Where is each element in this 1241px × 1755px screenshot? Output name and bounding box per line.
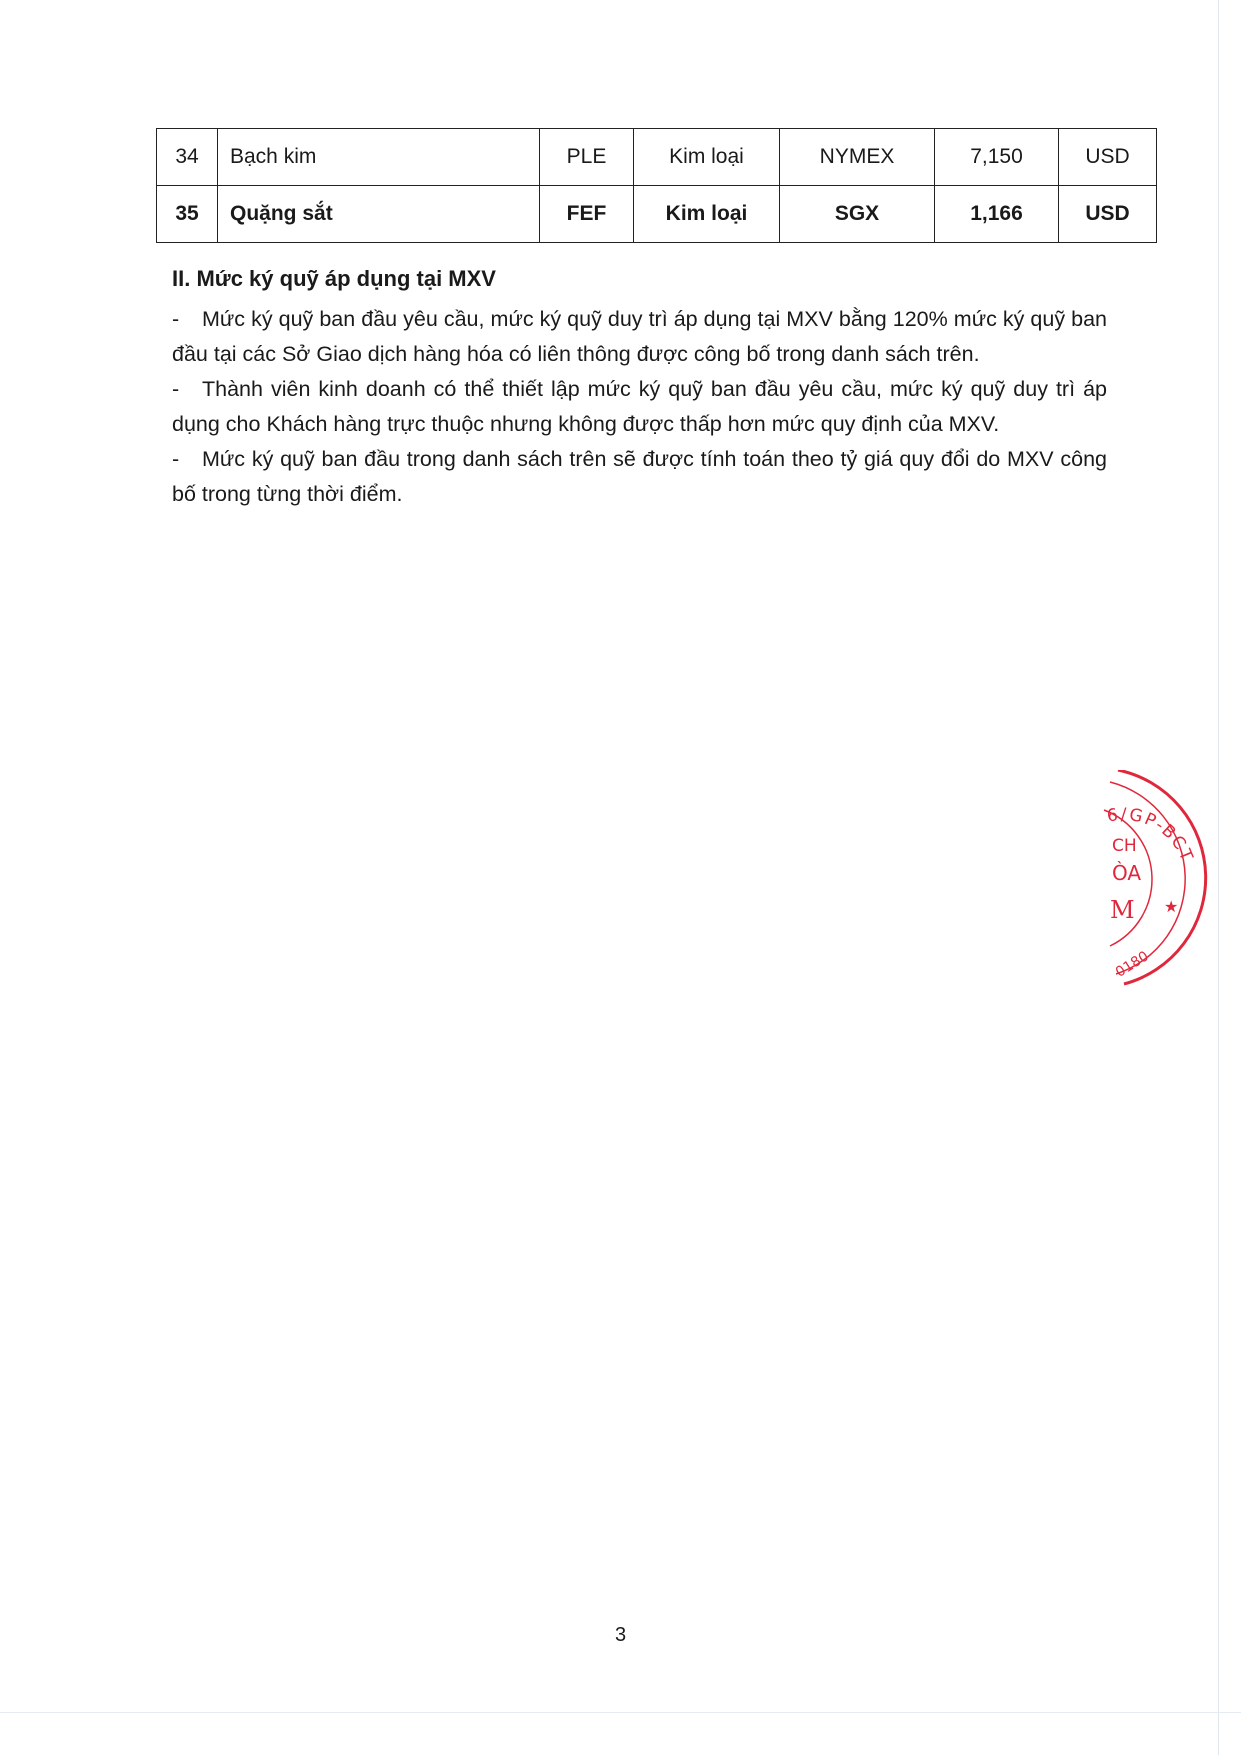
margin-table [156,128,1157,243]
stamp-inner-text: M [1110,896,1135,924]
stamp-inner-text: CH [1112,836,1137,856]
currency: USD [1059,129,1157,186]
exchange-name: SGX [780,186,935,243]
paragraph-text: Mức ký quỹ ban đầu trong danh sách trên sẽ được tính toán theo tỷ giá quy đổi do MXV công bố trong từng thời điểm. [172,447,1107,506]
commodity-code: PLE [540,129,634,186]
commodity-name: Bạch kim [218,129,540,186]
paragraph-text: Mức ký quỹ ban đầu yêu cầu, mức ký quỹ duy trì áp dụng tại MXV bằng 120% mức ký quỹ ban đầu tại các Sở Giao dịch hàng hóa có liên thông được công bố trong danh sách trên. [172,307,1107,366]
currency: USD [1059,186,1157,243]
bullet-dash: - [172,377,180,401]
commodity-group: Kim loại [634,186,780,243]
exchange-name: NYMEX [780,129,935,186]
page-edge [0,1712,1241,1713]
row-number: 35 [157,186,218,243]
table-row [157,129,1157,186]
row-number: 34 [157,129,218,186]
bullet-dash: - [172,447,180,471]
policy-paragraph [172,442,1107,512]
bullet-dash: - [172,307,180,331]
page-number: 3 [614,1624,627,1646]
commodity-group: Kim loại [634,129,780,186]
commodity-code: FEF [540,186,634,243]
stamp-ring-text: 6/GP-BCT [1105,804,1198,866]
section-heading: II. Mức ký quỹ áp dụng tại MXV [172,266,496,291]
margin-policy-section [172,264,1107,512]
table-row [157,186,1157,243]
policy-paragraph [172,302,1107,372]
margin-value: 7,150 [935,129,1059,186]
stamp-bottom-text: 0180 [1112,948,1152,981]
stamp-inner-text: ÒA [1112,861,1142,885]
star-icon: ★ [1164,897,1179,916]
company-seal-stamp [1040,770,1240,990]
margin-value: 1,166 [935,186,1059,243]
policy-paragraph [172,372,1107,442]
paragraph-text: Thành viên kinh doanh có thể thiết lập mức ký quỹ ban đầu yêu cầu, mức ký quỹ duy trì áp dụng cho Khách hàng trực thuộc nhưng không được thấp hơn mức quy định của MXV. [172,377,1107,436]
commodity-name: Quặng sắt [218,186,540,243]
